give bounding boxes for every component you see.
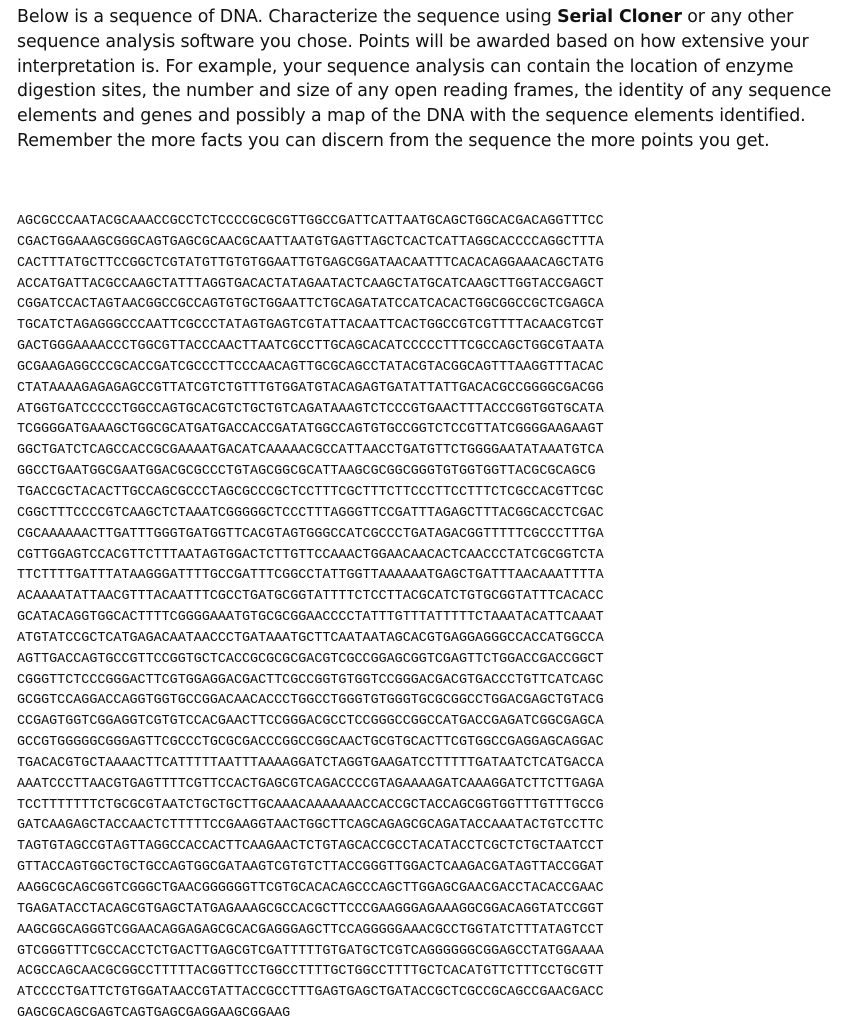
dna-sequence-line: CGTTGGAGTCCACGTTCTTTAATAGTGGACTCTTGTTCCAAACTGGAACAACACTCAACCCTATCGCGGTCTA <box>17 547 604 563</box>
dna-sequence-line: TGAGATACCTACAGCGTGAGCTATGAGAAAGCGCCACGCTTCCCGAAGGGAGAAAGGCGGACAGGTATCCGGT <box>17 901 604 917</box>
instructions-text-part2: or any other sequence analysis software you chose. Points will be awarded based on how extensive your interpretation is. For example, your sequence analysis can contain the location of enzyme digestion sites, the number and size of any open reading frames, the identity of any sequence elements and genes and possibly a map of the DNA with the sequence elements identified. Remember the more facts you can discern from the sequence the more points you get. <box>17 7 832 151</box>
dna-sequence-line: GACTGGGAAAACCCTGGCGTTACCCAACTTAATCGCCTTGCAGCACATCCCCCTTTCGCCAGCTGGCGTAATA <box>17 339 604 355</box>
dna-sequence-line: CCGAGTGGTCGGAGGTCGTGTCCACGAACTTCCGGGACGCCTCCGGGCCGGCCATGACCGAGATCGGCGAGCA <box>17 714 604 730</box>
dna-sequence-line: CGACTGGAAAGCGGGCAGTGAGCGCAACGCAATTAATGTGAGTTAGCTCACTCATTAGGCACCCCAGGCTTTA <box>17 234 604 250</box>
dna-sequence-line: TCCTTTTTTTCTGCGCGTAATCTGCTGCTTGCAAACAAAAAAACCACCGCTACCAGCGGTGGTTTGTTTGCCG <box>17 797 604 813</box>
dna-sequence-line: ATCCCCTGATTCTGTGGATAACCGTATTACCGCCTTTGAGTGAGCTGATACCGCTCGCCGCAGCCGAACGACC <box>17 985 604 1001</box>
dna-sequence-line: CGGGTTCTCCCGGGACTTCGTGGAGGACGACTTCGCCGGTGTGGTCCGGGACGACGTGACCCTGTTCATCAGC <box>17 672 604 688</box>
dna-sequence-line: TGACCGCTACACTTGCCAGCGCCCTAGCGCCCGCTCCTTTCGCTTTCTTCCCTTCCTTTCTCGCCACGTTCGC <box>17 484 604 500</box>
dna-sequence-line: GTCGGGTTTCGCCACCTCTGACTTGAGCGTCGATTTTTGTGATGCTCGTCAGGGGGGCGGAGCCTATGGAAAA <box>17 943 604 959</box>
dna-sequence-line: ACCATGATTACGCCAAGCTATTTAGGTGACACTATAGAATACTCAAGCTATGCATCAAGCTTGGTACCGAGCT <box>17 276 604 292</box>
serial-cloner-name: Serial Cloner <box>557 7 682 27</box>
dna-sequence-line: CTATAAAAGAGAGAGCCGTTATCGTCTGTTTGTGGATGTACAGAGTGATATTATTGACACGCCGGGGCGACGG <box>17 380 604 396</box>
dna-sequence-line: GGCTGATCTCAGCCACCGCGAAAATGACATCAAAAACGCCATTAACCTGATGTTCTGGGGAATATAAATGTCA <box>17 443 604 459</box>
dna-sequence-line: AAGCGGCAGGGTCGGAACAGGAGAGCGCACGAGGGAGCTTCCAGGGGGAAACGCCTGGTATCTTTATAGTCCT <box>17 922 604 938</box>
dna-sequence-line: CACTTTATGCTTCCGGCTCGTATGTTGTGTGGAATTGTGAGCGGATAACAATTTCACACAGGAAACAGCTATG <box>17 255 604 271</box>
dna-sequence-line: GCGAAGAGGCCCGCACCGATCGCCCTTCCCAACAGTTGCGCAGCCTATACGTACGGCAGTTTAAGGTTTACAC <box>17 359 604 375</box>
dna-sequence-line: GCCGTGGGGGCGGGAGTTCGCCCTGCGCGACCCGGCCGGCAACTGCGTGCACTTCGTGGCCGAGGAGCAGGAC <box>17 735 604 751</box>
dna-sequence-line: TTCTTTTGATTTATAAGGGATTTTGCCGATTTCGGCCTATTGGTTAAAAAATGAGCTGATTTAACAAATTTTA <box>17 568 604 584</box>
dna-sequence-line: AAATCCCTTAACGTGAGTTTTCGTTCCACTGAGCGTCAGACCCCGTAGAAAAGATCAAAGGATCTTCTTGAGA <box>17 776 604 792</box>
dna-sequence-line: ACGCCAGCAACGCGGCCTTTTTACGGTTCCTGGCCTTTTGCTGGCCTTTTGCTCACATGTTCTTTCCTGCGTT <box>17 964 604 980</box>
assignment-instructions <box>17 5 832 154</box>
dna-sequence-line: ACAAAATATTAACGTTTACAATTTCGCCTGATGCGGTATTTTCTCCTTACGCATCTGTGCGGTATTTCACACC <box>17 589 604 605</box>
dna-sequence-line: AAGGCGCAGCGGTCGGGCTGAACGGGGGGTTCGTGCACACAGCCCAGCTTGGAGCGAACGACCTACACCGAAC <box>17 881 604 896</box>
dna-sequence-line: ATGGTGATCCCCCTGGCCAGTGCACGTCTGCTGTCAGATAAAGTCTCCCGTGAACTTTACCCGGTGGTGCATA <box>17 401 604 417</box>
dna-sequence-line: GTTACCAGTGGCTGCTGCCAGTGGCGATAAGTCGTGTCTTACCGGGTTGGACTCAAGACGATAGTTACCGGAT <box>17 860 604 876</box>
dna-sequence-line: GGCCTGAATGGCGAATGGACGCGCCCTGTAGCGGCGCATTAAGCGCGGCGGGTGTGGTGGTTACGCGCAGCG <box>17 464 596 480</box>
dna-sequence-line: TGACACGTGCTAAAACTTCATTTTTAATTTAAAAGGATCTAGGTGAAGATCCTTTTTGATAATCTCATGACCA <box>17 755 604 771</box>
dna-sequence-line: GCGGTCCAGGACCAGGTGGTGCCGGACAACACCCTGGCCTGGGTGTGGGTGCGCGGCCTGGACGAGCTGTACG <box>17 693 604 709</box>
dna-sequence-line: CGGATCCACTAGTAACGGCCGCCAGTGTGCTGGAATTCTGCAGATATCCATCACACTGGCGGCCGCTCGAGCA <box>17 297 604 313</box>
dna-sequence-line: TGCATCTAGAGGGCCCAATTCGCCCTATAGTGAGTCGTATTACAATTCACTGGCCGTCGTTTTACAACGTCGT <box>17 318 604 334</box>
dna-sequence-line: GATCAAGAGCTACCAACTCTTTTTCCGAAGGTAACTGGCTTCAGCAGAGCGCAGATACCAAATACTGTCCTTC <box>17 818 604 834</box>
dna-sequence-line: GCATACAGGTGGCACTTTTCGGGGAAATGTGCGCGGAACCCCTATTTGTTTATTTTTCTAAATACATTCAAAT <box>17 610 604 626</box>
dna-sequence-line: TAGTGTAGCCGTAGTTAGGCCACCACTTCAAGAACTCTGTAGCACCGCCTACATACCTCGCTCTGCTAATCCT <box>17 839 604 855</box>
dna-sequence-line: AGCGCCCAATACGCAAACCGCCTCTCCCCGCGCGTTGGCCGATTCATTAATGCAGCTGGCACGACAGGTTTCC <box>17 214 604 229</box>
dna-sequence-line: GAGCGCAGCGAGTCAGTGAGCGAGGAAGCGGAAG <box>17 1006 291 1022</box>
dna-sequence-line: CGCAAAAAACTTGATTTGGGTGATGGTTCACGTAGTGGGCCATCGCCCTGATAGACGGTTTTTCGCCCTTTGA <box>17 526 604 542</box>
dna-sequence-line: TCGGGGATGAAAGCTGGCGCATGATGACCACCGATATGGCCAGTGTGCCGGTCTCCGTTATCGGGGAAGAAGT <box>17 422 604 438</box>
dna-sequence-line: ATGTATCCGCTCATGAGACAATAACCCTGATAAATGCTTCAATAATAGCACGTGAGGAGGGCCACCATGGCCA <box>17 630 604 646</box>
dna-sequence-line: CGGCTTTCCCCGTCAAGCTCTAAATCGGGGGCTCCCTTTAGGGTTCCGATTTAGAGCTTTACGGCACCTCGAC <box>17 505 604 521</box>
dna-sequence-line: AGTTGACCAGTGCCGTTCCGGTGCTCACCGCGCGCGACGTCGCCGGAGCGGTCGAGTTCTGGACCGACCGGCT <box>17 651 604 667</box>
instructions-text-part1: Below is a sequence of DNA. Characterize the sequence using <box>17 7 558 27</box>
dna-sequence-block <box>17 212 832 1025</box>
